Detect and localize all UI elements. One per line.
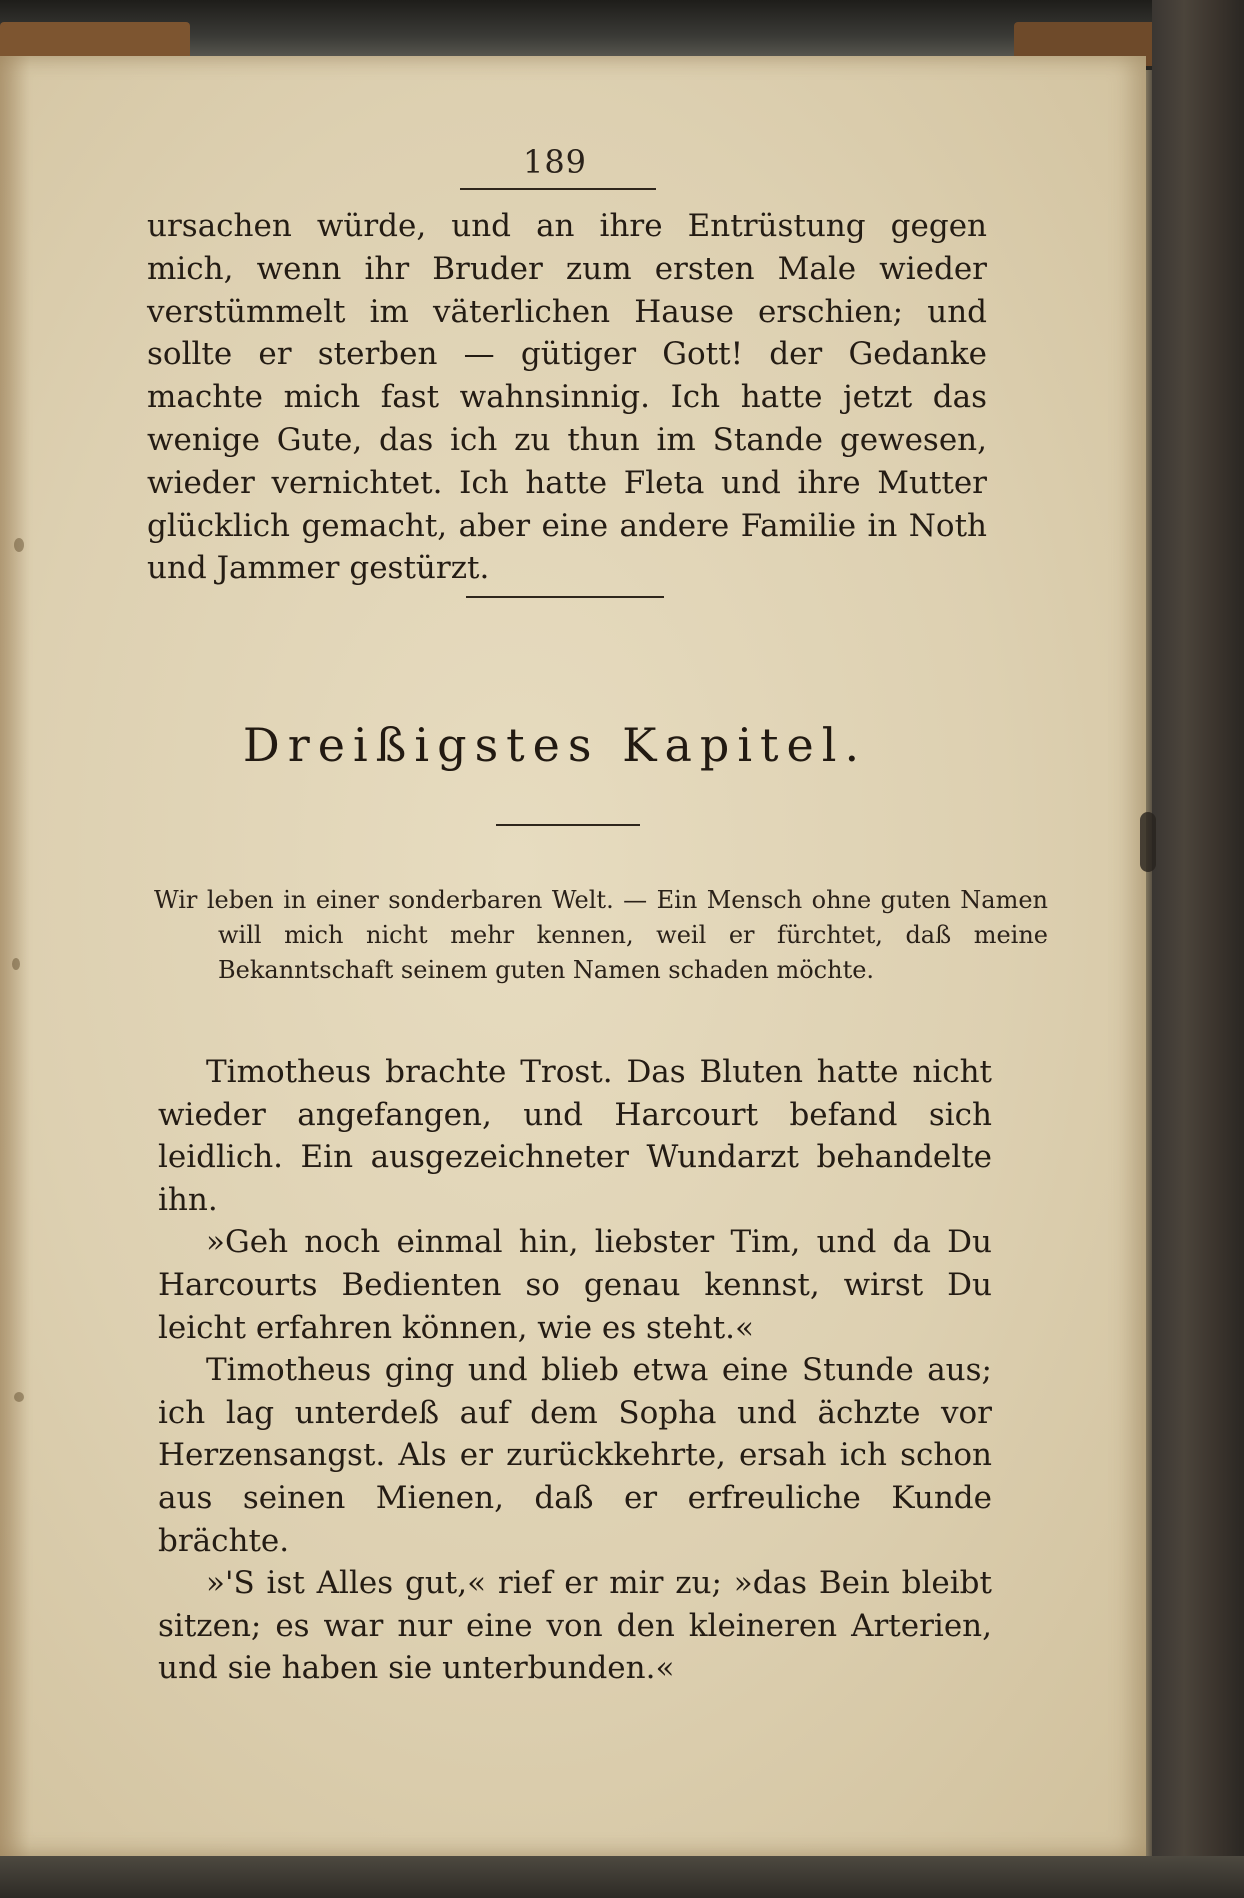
chapter-rule xyxy=(496,824,640,826)
paper-spot xyxy=(12,958,20,970)
paper-spot xyxy=(14,1392,24,1402)
body-paragraph: Timotheus ging und blieb etwa eine Stunde aus; ich lag unterdeß auf dem Sopha und ächzte vor Herzensangst. Als er zurückkehrte, ersah ich schon aus seinen Mienen, daß er erfreuliche Kunde brächte. xyxy=(158,1352,992,1559)
chapter-motto: Wir leben in einer sonderbaren Welt. — Ein Mensch ohne guten Namen will mich nicht mehr kennen, weil er fürchtet, daß meine Bekanntschaft seinem guten Namen schaden möchte. xyxy=(154,886,1048,984)
section-divider xyxy=(466,596,664,598)
chapter-title: Dreißigstes Kapitel. xyxy=(242,718,868,772)
paper-spot xyxy=(14,538,24,552)
continued-paragraph: ursachen würde, und an ihre Entrüstung gegen mich, wenn ihr Bruder zum ersten Male wieder verstümmelt im väterlichen Hause erschien; und sollte er sterben — gütiger Gott! der Gedanke machte mich fast wahnsinnig. Ich hatte jetzt das wenige Gute, das ich zu thun im Stande gewesen, wieder vernichtet. Ich hatte Fleta und ihre Mutter glücklich gemacht, aber eine andere Familie in Noth und Jammer gestürzt. xyxy=(147,208,987,587)
page-number: 189 xyxy=(522,143,588,181)
body-paragraph: »'S ist Alles gut,« rief er mir zu; »das Bein bleibt sitzen; es war nur eine von den kleineren Arterien, und sie haben sie unterbunden.« xyxy=(158,1565,992,1687)
book-cover-bottom xyxy=(0,1856,1244,1898)
page-gutter-shadow xyxy=(0,56,30,1856)
header-rule xyxy=(460,188,656,190)
body-paragraph: »Geh noch einmal hin, liebster Tim, und da Du Harcourts Bedienten so genau kennst, wirst Du leicht erfahren können, wie es steht.« xyxy=(158,1224,992,1346)
book-cover-right xyxy=(1152,0,1244,1898)
body-paragraph: Timotheus brachte Trost. Das Bluten hatte nicht wieder angefangen, und Harcourt befand sich leidlich. Ein ausgezeichneter Wundarzt behandelte ihn. xyxy=(158,1054,992,1218)
paper-spot xyxy=(1140,812,1156,872)
chapter-body xyxy=(158,1051,992,1690)
